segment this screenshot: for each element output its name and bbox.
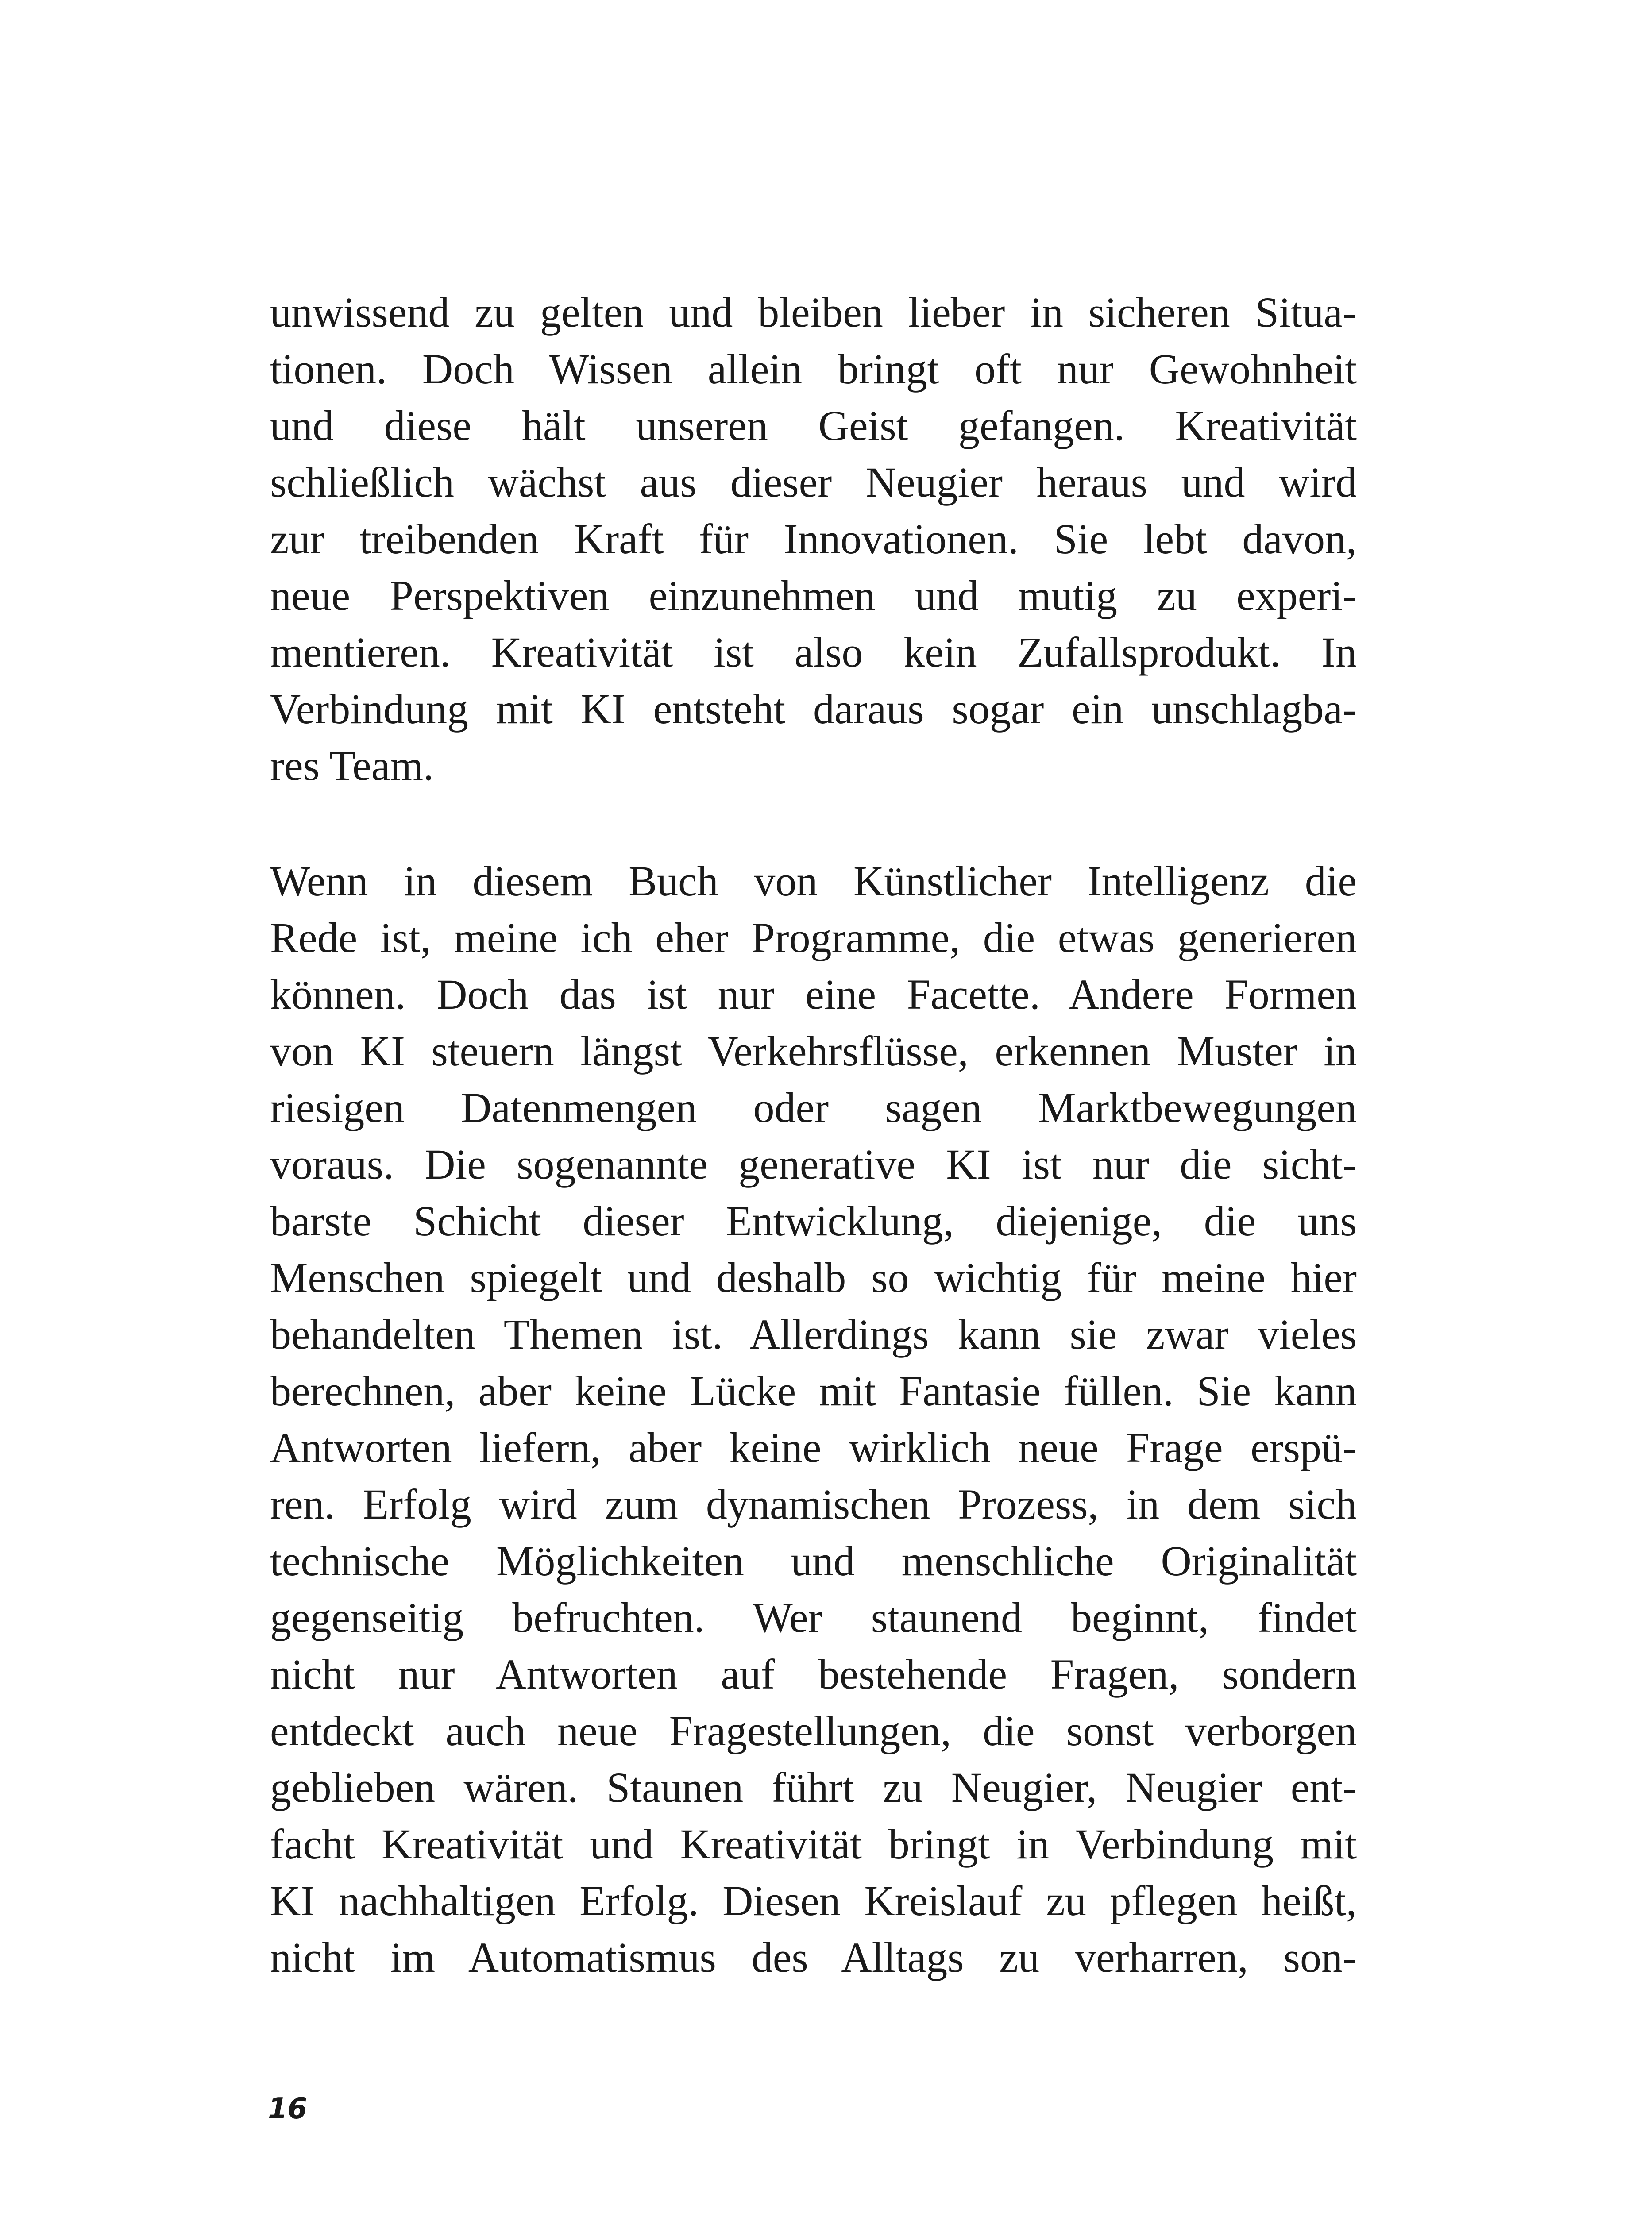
paragraph-1 <box>270 284 1357 794</box>
text-line: geblieben wären. Staunen führt zu Neugier, Neugier ent- <box>270 1764 1357 1811</box>
text-line: Verbindung mit KI entsteht daraus sogar ein unschlagba- <box>270 685 1357 733</box>
text-line: facht Kreativität und Kreativität bringt in Verbindung mit <box>270 1820 1357 1868</box>
text-line: Wenn in diesem Buch von Künstlicher Intelligenz die <box>270 857 1357 905</box>
text-line: barste Schicht dieser Entwicklung, diejenige, die uns <box>270 1197 1357 1245</box>
text-line: nicht im Automatismus des Alltags zu verharren, son- <box>270 1934 1357 1981</box>
text-line: gegenseitig befruchten. Wer staunend beginnt, findet <box>270 1594 1357 1641</box>
text-line: neue Perspektiven einzunehmen und mutig zu experi- <box>270 572 1357 619</box>
text-line: und diese hält unseren Geist gefangen. Kreativität <box>270 402 1357 449</box>
text-line: schließlich wächst aus dieser Neugier heraus und wird <box>270 459 1357 506</box>
text-line: zur treibenden Kraft für Innovationen. Sie lebt davon, <box>270 515 1357 563</box>
text-line: Menschen spiegelt und deshalb so wichtig für meine hier <box>270 1254 1357 1301</box>
text-line: unwissend zu gelten und bleiben lieber in sicheren Situa- <box>270 289 1357 336</box>
text-line: tionen. Doch Wissen allein bringt oft nur Gewohnheit <box>270 345 1357 393</box>
text-line: riesigen Datenmengen oder sagen Marktbewegungen <box>270 1084 1357 1131</box>
text-line: voraus. Die sogenannte generative KI ist nur die sicht- <box>270 1141 1357 1188</box>
text-line: behandelten Themen ist. Allerdings kann sie zwar vieles <box>270 1311 1357 1358</box>
text-line: technische Möglichkeiten und menschliche Originalität <box>270 1537 1357 1585</box>
text-line: mentieren. Kreativität ist also kein Zufallsprodukt. In <box>270 628 1357 676</box>
text-line: entdeckt auch neue Fragestellungen, die sonst verborgen <box>270 1707 1357 1754</box>
text-line: Antworten liefern, aber keine wirklich neue Frage erspü- <box>270 1424 1357 1471</box>
text-line: nicht nur Antworten auf bestehende Fragen, sondern <box>270 1650 1357 1698</box>
page-number: 16 <box>268 2093 308 2125</box>
text-line: KI nachhaltigen Erfolg. Diesen Kreislauf zu pflegen heißt, <box>270 1877 1357 1924</box>
text-line: ren. Erfolg wird zum dynamischen Prozess, in dem sich <box>270 1480 1357 1528</box>
text-line: berechnen, aber keine Lücke mit Fantasie füllen. Sie kann <box>270 1367 1357 1415</box>
paragraph-2 <box>270 853 1357 1986</box>
text-line: können. Doch das ist nur eine Facette. Andere Formen <box>270 971 1357 1018</box>
text-line: Rede ist, meine ich eher Programme, die etwas generieren <box>270 914 1357 961</box>
text-line: von KI steuern längst Verkehrsflüsse, erkennen Muster in <box>270 1027 1357 1075</box>
text-line: res Team. <box>270 742 434 789</box>
